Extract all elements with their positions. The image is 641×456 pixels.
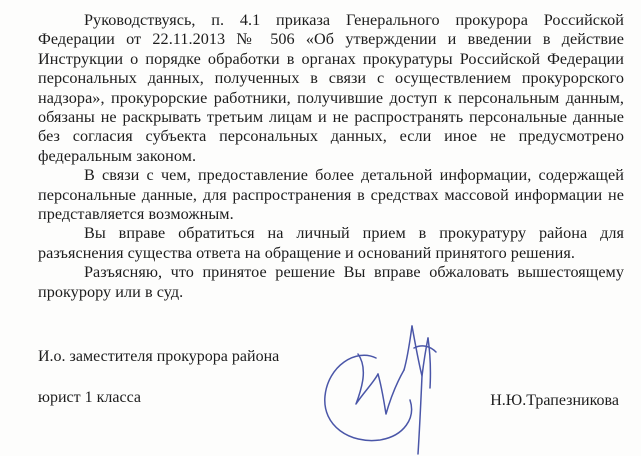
- signature-upright-2: [412, 326, 428, 376]
- paragraph-refusal: В связи с чем, предоставление более детальной информации, содержащей персональные данные, для распространения в средствах массовой информации не представляется возможным.: [38, 166, 624, 224]
- signature-tail: [418, 376, 422, 454]
- paragraph-personal-visit: Вы вправе обратиться на личный прием в прокуратуру района для разъяснения существа ответа на обращение и оснований принятого решения.: [38, 224, 624, 262]
- paragraph-appeal-rights: Разъясняю, что принятое решение Вы вправе обжаловать вышестоящему прокурору или в суд.: [38, 263, 624, 301]
- signature-outer-loop: [325, 355, 412, 440]
- signature-inner-hook: [356, 354, 378, 404]
- signature-upright-1: [404, 326, 412, 370]
- letter-body: [38, 11, 624, 302]
- handwritten-signature: [318, 318, 468, 456]
- paragraph-legal-basis: Руководствуясь, п. 4.1 приказа Генерального прокурора Российской Федерации от 22.11.2013 № 506 «Об утверждении и введении в действие Инструкции о порядке обработки в органах прокуратуры Российской Федерации персональных данных, полученных в связи с осуществлением прокурорского надзора», прокурорские работники, получившие доступ к персональным данным, обязаны не раскрывать третьим лицам и не распространять персональные данные без согласия субъекта персональных данных, если иное не предусмотрено федеральным законом.: [38, 11, 624, 165]
- signatory-position: И.о. заместителя прокурора района: [38, 348, 280, 365]
- signature-stroke-a: [378, 370, 404, 414]
- signatory-name: Н.Ю.Трапезникова: [490, 392, 619, 409]
- signatory-rank: юрист 1 класса: [38, 389, 141, 406]
- signature-upright-3: [428, 338, 430, 388]
